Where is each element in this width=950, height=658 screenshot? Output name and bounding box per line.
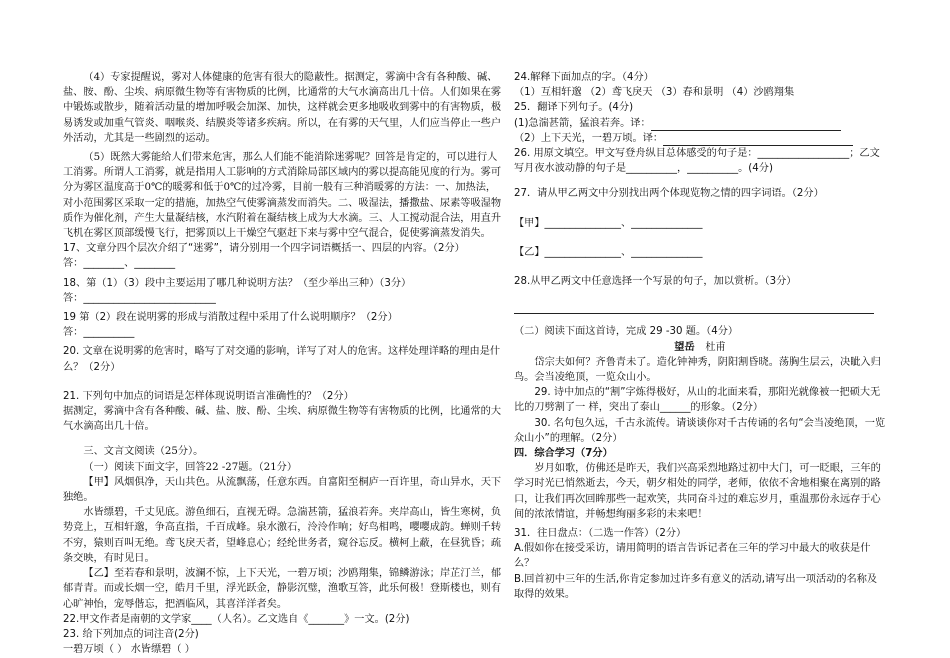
section-4-title: 四．综合学习（7分） [514, 448, 613, 460]
question-23-items: 一碧万顷（ ） 水皆缥碧（ ） [63, 644, 195, 656]
passage-jia-2: 水皆缥碧，千丈见底。游鱼细石，直视无碍。急湍甚箭，猛浪若奔。夹岸高山，皆生寒树，负势竞上，互相轩邈，争高直指，千百成峰。泉水激石，泠泠作响；好鸟相鸣，嘤嘤成韵。蝉则千转不穷，猿则百叫无绝。鸢飞戾天者，望峰息心；经纶世务者，窥谷忘反。横柯上蔽，在昼犹昏；疏条交映，有时见日。 [63, 507, 502, 564]
right-column [514, 70, 886, 602]
question-31-a: A.假如你在接受采访，请用简明的语言告诉记者在三年的学习中最大的收获是什么？ [514, 543, 871, 570]
section-2-subtitle: （二）阅读下面这首诗，完成 29 -30 题。（4分） [514, 326, 739, 338]
question-26: 26. 用原文填空。甲文写登舟纵目总体感受的句子是：__________________；乙文写月夜水波动静的句子是__________，__________。(4分) [514, 148, 880, 175]
answer-line[interactable] [651, 118, 841, 131]
question-25-2 [514, 131, 886, 146]
question-29: 29. 诗中加点的“割”字炼得极好，从山的北面来看，那阳光就像被一把硕大无比的刀劈割了一 样，突出了泰山______的形象。（2分） [514, 387, 881, 414]
poem-title [514, 340, 886, 355]
question-31: 31．往日盘点：（二选一作答）（2分） [514, 528, 687, 540]
question-18: 18、第（1）（3）段中主要运用了哪几种说明方法？（至少举出三种）（3分） [63, 277, 412, 289]
left-column [63, 70, 503, 657]
question-25-1-label: (1)急湍甚箭，猛浪若奔。译： [514, 117, 651, 129]
answer-line[interactable] [663, 133, 853, 146]
section-3-subtitle: （一）阅读下面文字，回答22 -27题。（21分） [83, 461, 298, 473]
section-3-title: 三、文言文阅读（25分）。 [83, 446, 204, 458]
question-31-b: B.回首初中三年的生活,你肯定参加过许多有意义的活动,请写出一项活动的名称及取得的效果。 [514, 573, 878, 600]
answer-line[interactable] [514, 301, 874, 314]
answer-17[interactable]: 答：________、________ [63, 258, 176, 270]
question-30: 30. 名句包久远，千古永流传。请谈谈你对千古传诵的名句“会当凌绝顶，一览众山小”的理解。（2分） [514, 417, 886, 444]
question-21: 21. 下列句中加点的词语是怎样体现说明语言准确性的？（2分） [63, 390, 354, 402]
answer-28[interactable] [514, 299, 886, 314]
question-21-text: 据测定，雾滴中含有各种酸、碱、盐、胺、酚、尘埃、病原微生物等有害物质的比例，比通常的大气水滴高出几十倍。 [63, 406, 502, 433]
question-23: 23. 给下列加点的词注音(2分) [63, 628, 199, 640]
answer-19[interactable]: 答：__________ [63, 327, 135, 339]
question-27: 27．请从甲乙两文中分别找出两个体现览物之情的四字词语。（2分） [514, 188, 824, 200]
question-24-items: （1）互相轩邈 （2）鸢飞戾天 （3）春和景明 （4）沙鸥翔集 [514, 87, 795, 99]
question-25-1 [514, 116, 886, 131]
question-28: 28.从甲乙两文中任意选择一个写景的句子，加以赏析。（3分） [514, 276, 797, 288]
paragraph-5: （5）既然大雾能给人们带来危害，那么人们能不能消除迷雾呢？回答是肯定的，可以进行人工消雾。所谓人工消雾，就是指用人工影响的方式消除局部区域内的雾以提高能见度的行为。雾可分为雾区温度高于0℃的暖雾和低于0℃的过冷雾，目前一般有三种消暖雾的方法：一、加热法，对小范围雾区采取一定的措施，加热空气使雾滴蒸发而消失。二、吸湿法，播撒盐、尿素等吸湿物质作为催化剂，产生大量凝结核，水汽附着在凝结核上成为大水滴。三、人工搅动混合法，用直升飞机在雾区顶部缓慢飞行，把雾顶以上干燥空气驱赶下来与雾中空气混合，促使雾滴蒸发消失。 [63, 152, 502, 240]
question-25-2-label: （2）上下天光，一碧万顷。译： [514, 132, 664, 144]
poem-name: 望岳 [674, 340, 695, 353]
question-24: 24.解释下面加点的字。（4分） [514, 72, 654, 83]
answer-27-yi[interactable]: 【乙】_______________、______________ [514, 246, 703, 258]
question-22: 22.甲文作者是南朝的文学家____（人名）。乙文选自《_______》一文。(2分) [63, 613, 410, 625]
question-25: 25．翻译下列句子。(4分) [514, 102, 634, 114]
poem-author: 杜甫 [705, 341, 726, 353]
passage-yi: 【乙】至若春和景明，波澜不惊，上下天光，一碧万顷；沙鸥翔集，锦鳞游泳；岸芷汀兰，郁郁青青。而或长烟一空，皓月千里，浮光跃金，静影沉璧，渔歌互答，此乐何极！登斯楼也，则有心旷神怡，宠辱偕忘，把酒临风，其喜洋洋者矣。 [63, 568, 502, 610]
passage-jia: 【甲】风烟俱净，天山共色。从流飘荡，任意东西。自富阳至桐庐一百许里，奇山异水，天下独绝。 [63, 476, 502, 504]
question-19: 19 第（2）段在说明雾的形成与消散过程中采用了什么说明顺序？（2分） [63, 312, 398, 324]
section-4-text: 岁月如歌，仿佛还是昨天，我们兴高采烈地路过初中大门，可一眨眼，三年的学习时光已悄然逝去，今天，朝夕相处的同学，老师，依依不舍地相聚在离别的路口，让我们再次回眸那些一起欢笑，共同奋斗过的难忘岁月，重温那份永远存于心间的浓浓情谊，并畅想绚丽多彩的未来吧！ [514, 463, 881, 520]
answer-27-jia[interactable]: 【甲】_______________、______________ [514, 217, 703, 229]
poem-text: 岱宗夫如何？齐鲁青未了。造化钟神秀，阴阳割昏晓。荡胸生层云，决眦入归鸟。会当凌绝顶，一览众山小。 [514, 356, 881, 384]
question-17: 17、文章分四个层次介绍了“迷雾”，请分别用一个四字词语概括一、四层的内容。（2分） [63, 243, 465, 255]
answer-18[interactable]: 答：__________________________ [63, 292, 216, 304]
paragraph-4: （4）专家提醒说，雾对人体健康的危害有很大的隐蔽性。据测定，雾滴中含有各种酸、碱、盐、胺、酚、尘埃、病原微生物等有害物质的比例，比通常的大气水滴高出几十倍。人们如果在雾中锻炼或散步，随着活动量的增加呼吸会加深、加快，这样就会更多地吸收到雾中的有害物质，极易诱发或加重气管炎、咽喉炎、结膜炎等诸多疾病。所以，在有雾的天气里，人们应当停止一些户外活动，尤其是一些剧烈的运动。 [63, 72, 502, 144]
question-20: 20. 文章在说明雾的危害时，略写了对交通的影响，详写了对人的危害。这样处理详略的理由是什么？（2分） [63, 346, 501, 373]
